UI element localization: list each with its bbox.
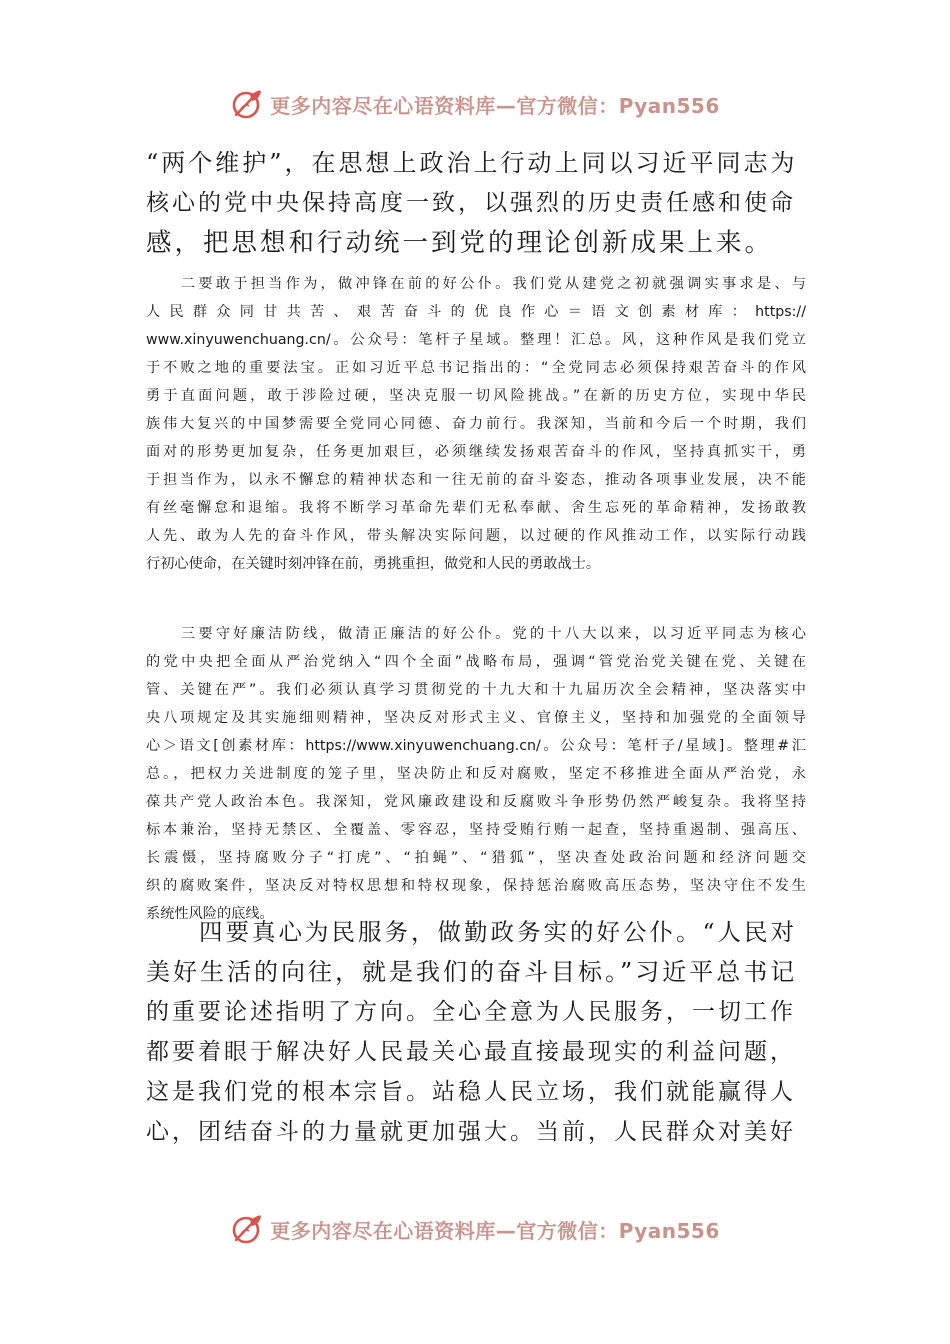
text-line: 于不败之地的重要法宝。正如习近平总书记指出的：“全党同志必须保持艰苦奋斗的作风 <box>146 360 806 376</box>
text-line: 系统性风险的底线。 <box>146 906 274 922</box>
text-line: 的重要论述指明了方向。全心全意为人民服务，一切工作 <box>146 999 796 1025</box>
text-line: 二要敢于担当作为，做冲锋在前的好公仆。我们党从建党之初就强调实事求是、与 <box>146 276 806 292</box>
text-line: 于担当作为，以永不懈怠的精神状态和一往无前的奋斗姿态，推动各项事业发展，决不能 <box>146 472 806 488</box>
text-line: 四要真心为民服务，做勤政务实的好公仆。“人民对 <box>146 918 798 946</box>
text-line: 人先、敢为人先的奋斗作风，带头解决实际问题，以过硬的作风推动工作，以实际行动践 <box>146 528 806 544</box>
quill-logo-icon <box>230 1212 264 1246</box>
paragraph-3 <box>146 620 806 928</box>
header-banner <box>0 84 950 124</box>
text-line: 勇于直面问题，敢于涉险过硬，坚决克服一切风险挑战。”在新的历史方位，实现中华民 <box>146 388 806 404</box>
text-line: “两个维护”，在思想上政治上行动上同以习近平同志为 <box>146 149 798 177</box>
text-line: 都要着眼于解决好人民最关心最直接最现实的利益问题， <box>146 1039 796 1065</box>
text-line: 感，把思想和行动统一到党的理论创新成果上来。 <box>146 228 774 258</box>
text-line: 心＞语文[创素材库：https://www.xinyuwenchuang.cn/。公众号：笔杆子/星域]。整理#汇 <box>146 738 806 754</box>
paragraph-4 <box>146 912 806 1152</box>
footer-banner-text: 更多内容尽在心语资料库—官方微信：Pyan556 <box>270 1218 720 1243</box>
text-line: 织的腐败案件，坚决反对特权思想和特权现象，保持惩治腐败高压态势，坚决守住不发生 <box>146 878 806 894</box>
text-line: 族伟大复兴的中国梦需要全党同心同德、奋力前行。我深知，当前和今后一个时期，我们 <box>146 416 806 432</box>
text-line: 长震慑，坚持腐败分子“打虎”、“拍蝇”、“猎狐”，坚决查处政治问题和经济问题交 <box>146 850 806 866</box>
text-line: 的党中央把全面从严治党纳入“四个全面”战略布局，强调“管党治党关键在党、关键在 <box>146 654 806 670</box>
text-line: 这是我们党的根本宗旨。站稳人民立场，我们就能赢得人 <box>146 1079 796 1105</box>
quill-logo-icon <box>230 87 264 121</box>
text-line: 标本兼治，坚持无禁区、全覆盖、零容忍，坚持受贿行贿一起查，坚持重遏制、强高压、 <box>146 822 806 838</box>
text-line: 有丝毫懈怠和退缩。我将不断学习革命先辈们无私奉献、舍生忘死的革命精神，发扬敢教 <box>146 500 806 516</box>
text-line: 美好生活的向往，就是我们的奋斗目标。”习近平总书记 <box>146 958 798 986</box>
paragraph-1 <box>146 143 806 263</box>
footer-banner <box>0 1209 950 1249</box>
text-line: 央八项规定及其实施细则精神，坚决反对形式主义、官僚主义，坚持和加强党的全面领导 <box>146 710 806 726</box>
paragraph-2 <box>146 270 806 578</box>
text-line: 葆共产党人政治本色。我深知，党风廉政建设和反腐败斗争形势仍然严峻复杂。我将坚持 <box>146 794 806 810</box>
header-banner-text: 更多内容尽在心语资料库—官方微信：Pyan556 <box>270 93 720 118</box>
text-line: 心，团结奋斗的力量就更加强大。当前，人民群众对美好 <box>146 1119 796 1145</box>
text-line: 面对的形势更加复杂，任务更加艰巨，必须继续发扬艰苦奋斗的作风，坚持真抓实干，勇 <box>146 444 806 460</box>
text-line: www.xinyuwenchuang.cn/。公众号：笔杆子星域。整理！汇总。风，这种作风是我们党立 <box>146 332 806 348</box>
text-line: 人民群众同甘共苦、艰苦奋斗的优良作心＝语文创素材库：https:// <box>146 304 806 320</box>
text-line: 总。，把权力关进制度的笼子里，坚决防止和反对腐败，坚定不移推进全面从严治党，永 <box>146 766 806 782</box>
text-line: 管、关键在严”。我们必须认真学习贯彻党的十九大和十九届历次全会精神，坚决落实中 <box>146 682 806 698</box>
text-line: 核心的党中央保持高度一致，以强烈的历史责任感和使命 <box>146 190 796 216</box>
text-line: 行初心使命，在关键时刻冲锋在前，勇挑重担，做党和人民的勇敢战士。 <box>146 556 601 572</box>
text-line: 三要守好廉洁防线，做清正廉洁的好公仆。党的十八大以来，以习近平同志为核心 <box>146 626 806 642</box>
